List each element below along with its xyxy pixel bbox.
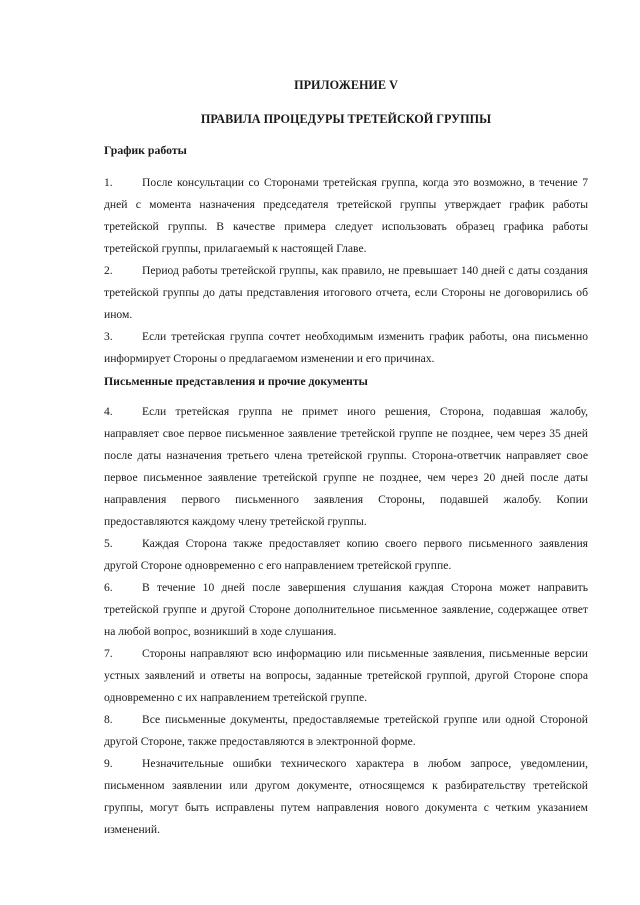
paragraph-9 [104,753,588,841]
paragraph-text: После консультации со Сторонами третейская группа, когда это возможно, в течение 7 дней с момента назначения председателя третейской группы утверждает график работы третейской группы. В качестве примера следует использовать образец графика работы третейской группы, прилагаемый к настоящей Главе. [104,176,588,255]
paragraph-1 [104,172,588,260]
paragraph-number: 4. [104,405,113,418]
document-page [104,78,588,841]
section-items-written-submissions [104,401,588,841]
paragraph-text: Если третейская группа сочтет необходимым изменить график работы, она письменно информирует Стороны о предлагаемом изменении и его причинах. [104,330,588,365]
section-heading-written-submissions: Письменные представления и прочие документы [104,374,368,388]
section-heading-schedule: График работы [104,143,187,157]
paragraph-7 [104,643,588,709]
paragraph-6 [104,577,588,643]
paragraph-8 [104,709,588,753]
paragraph-text: Стороны направляют всю информацию или письменные заявления, письменные версии устных заявлений и ответы на вопросы, заданные третейской группой, другой Стороне спора одновременно с их направлением третейской группе. [104,647,588,704]
paragraph-number: 2. [104,264,113,277]
rules-title: ПРАВИЛА ПРОЦЕДУРЫ ТРЕТЕЙСКОЙ ГРУППЫ [200,112,492,126]
paragraph-text: Если третейская группа не примет иного решения, Сторона, подавшая жалобу, направляет свое первое письменное заявление третейской группе не позднее, чем через 35 дней после даты назначения третьего члена третейской группы. Сторона-ответчик направляет свое первое письменное заявление третейской группе не позднее, чем через 20 дней после даты направления первого письменного заявления Стороны, подавшей жалобу. Копии предоставляются каждому члену третейской группы. [104,405,588,528]
paragraph-text: Каждая Сторона также предоставляет копию своего первого письменного заявления другой Стороне одновременно с его направлением третейской группе. [104,537,588,572]
paragraph-number: 5. [104,537,113,550]
paragraph-text: Все письменные документы, предоставляемые третейской группе или одной Стороной другой Стороне, также предоставляются в электронной форме. [104,713,588,748]
paragraph-number: 6. [104,581,113,594]
appendix-title: ПРИЛОЖЕНИЕ V [294,78,398,92]
paragraph-3 [104,326,588,370]
paragraph-number: 7. [104,647,113,660]
paragraph-5 [104,533,588,577]
paragraph-number: 9. [104,757,113,770]
paragraph-text: В течение 10 дней после завершения слушания каждая Сторона может направить третейской группе и другой Стороне дополнительное письменное заявление, содержащее ответ на любой вопрос, возникший в ходе слушания. [104,581,588,638]
paragraph-number: 8. [104,713,113,726]
paragraph-2 [104,260,588,326]
paragraph-4 [104,401,588,533]
paragraph-text: Незначительные ошибки технического характера в любом запросе, уведомлении, письменном заявлении или другом документе, относящемся к разбирательству третейской группы, могут быть исправлены путем направления нового документа с четким указанием изменений. [104,757,588,836]
paragraph-number: 3. [104,330,113,343]
paragraph-number: 1. [104,176,113,189]
section-items-schedule [104,172,588,370]
paragraph-text: Период работы третейской группы, как правило, не превышает 140 дней с даты создания третейской группы до даты представления итогового отчета, если Стороны не договорились об ином. [104,264,588,321]
